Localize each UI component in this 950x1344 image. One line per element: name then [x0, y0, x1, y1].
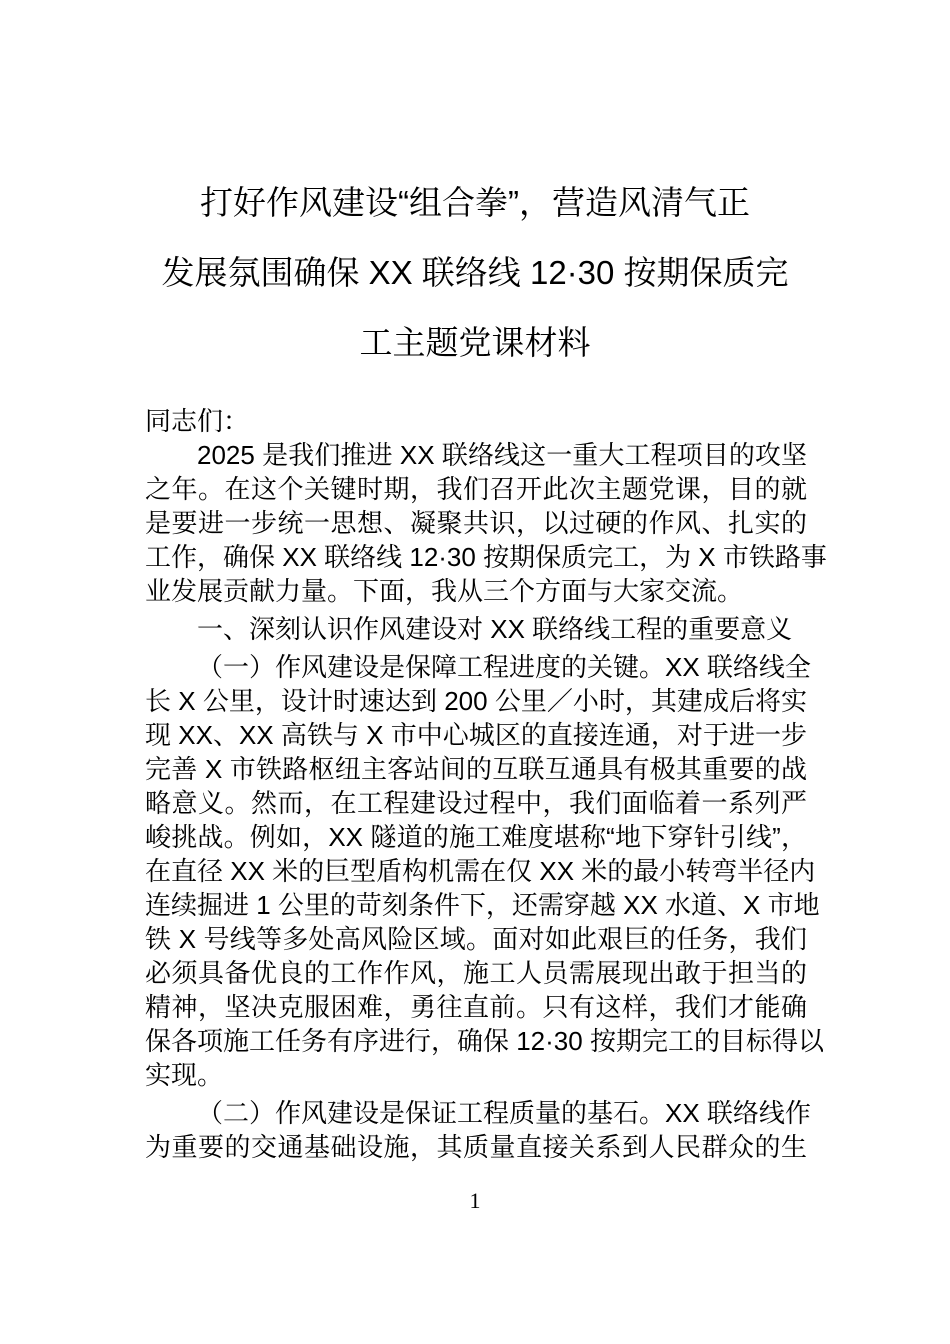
text-line: 业发展贡献力量。下面，我从三个方面与大家交流。: [145, 576, 744, 606]
paragraph: [145, 438, 827, 608]
text-line: 实现。: [145, 1060, 224, 1090]
text-line: 铁 X 号线等多处高风险区域。面对如此艰巨的任务，我们: [145, 924, 807, 954]
text-line: 连续掘进 1 公里的苛刻条件下，还需穿越 XX 水道、X 市地: [145, 890, 820, 920]
text-line: 在直径 XX 米的巨型盾构机需在仅 XX 米的最小转弯半径内: [145, 856, 816, 886]
paragraph: [145, 650, 824, 1092]
document-title: [120, 168, 830, 378]
text-line: 之年。在这个关键时期，我们召开此次主题党课，目的就: [145, 474, 807, 504]
text-line: 现 XX、XX 高铁与 X 市中心城区的直接连通，对于进一步: [145, 720, 807, 750]
page-number: 1: [469, 1188, 481, 1213]
text-line: 长 X 公里，设计时速达到 200 公里／小时，其建成后将实: [145, 686, 807, 716]
salutation: 同志们：: [145, 406, 250, 436]
text-line: 完善 X 市铁路枢纽主客站间的互联互通具有极其重要的战: [145, 754, 807, 784]
text-line: （二）作风建设是保证工程质量的基石。XX 联络线作: [197, 1098, 811, 1128]
text-line: 一、深刻认识作风建设对 XX 联络线工程的重要意义: [197, 614, 793, 644]
paragraph: [145, 1096, 811, 1164]
document-body: [145, 404, 827, 1168]
text-line: 为重要的交通基础设施，其质量直接关系到人民群众的生: [145, 1132, 807, 1162]
text-line: 工作，确保 XX 联络线 12·30 按期保质完工，为 X 市铁路事: [145, 542, 827, 572]
text-line: 必须具备优良的工作作风，施工人员需展现出敢于担当的: [145, 958, 807, 988]
text-line: 精神，坚决克服困难，勇往直前。只有这样，我们才能确: [145, 992, 807, 1022]
title-line: 工主题党课材料: [359, 324, 591, 361]
text-line: 略意义。然而，在工程建设过程中，我们面临着一系列严: [145, 788, 807, 818]
title-line: 打好作风建设“组合拳”，营造风清气正: [200, 184, 750, 221]
text-line: 保各项施工任务有序进行，确保 12·30 按期完工的目标得以: [145, 1026, 824, 1056]
title-line: 发展氛围确保 XX 联络线 12·30 按期保质完: [161, 254, 789, 291]
section-heading: [145, 612, 807, 646]
text-line: 峻挑战。例如，XX 隧道的施工难度堪称“地下穿针引线”，: [145, 822, 807, 852]
text-line: 2025 是我们推进 XX 联络线这一重大工程项目的攻坚: [197, 440, 807, 470]
text-line: （一）作风建设是保障工程进度的关键。XX 联络线全: [197, 652, 811, 682]
text-line: 是要进一步统一思想、凝聚共识，以过硬的作风、扎实的: [145, 508, 807, 538]
